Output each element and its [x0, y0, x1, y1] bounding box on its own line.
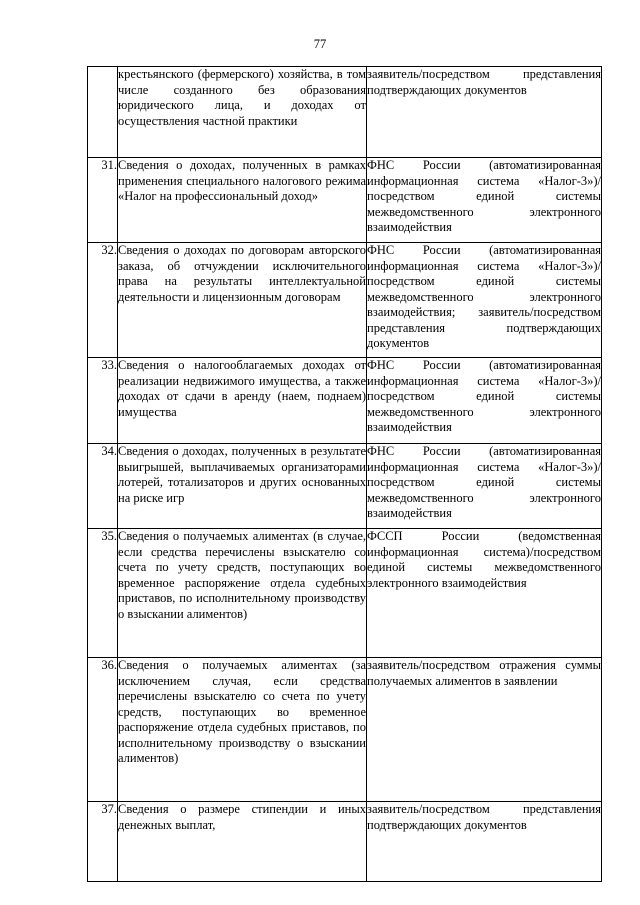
table-row [88, 358, 602, 444]
table-row [88, 529, 602, 658]
row-info-source [367, 444, 602, 529]
row-info-name [118, 358, 367, 444]
row-info-name-text: Сведения о получаемых алиментах (за исключением случая, если средства перечислены взыскателю со счета по учету средств, поступающих во временное распоряжение отдела судебных приставов, по исполнительному производству о взыскании алиментов) [118, 658, 366, 765]
row-info-source [367, 658, 602, 802]
row-info-name [118, 158, 367, 243]
row-info-name-text: Сведения о доходах, полученных в рамках применения специального налогового режима «Налог на профессиональный доход» [118, 158, 366, 203]
row-info-source-text: ФССП России (ведомственная информационная система)/посредством единой системы межведомственного электронного взаимодействия [367, 529, 601, 590]
table-row [88, 802, 602, 882]
table-row [88, 444, 602, 529]
table-row [88, 158, 602, 243]
row-info-source [367, 158, 602, 243]
row-info-source [367, 529, 602, 658]
row-info-name [118, 802, 367, 882]
row-number: 31. [88, 158, 118, 243]
row-info-source [367, 802, 602, 882]
row-info-name [118, 444, 367, 529]
row-info-source-text: ФНС России (автоматизированная информационная система «Налог-3»)/посредством единой системы межведомственного электронного взаимодействия; заявитель/посредством представления подтверждающих документов [367, 243, 601, 350]
row-number [88, 67, 118, 158]
table-row [88, 658, 602, 802]
row-info-name-text: Сведения о доходах по договорам авторского заказа, об отчуждении исключительного права на результаты интеллектуальной деятельности и лицензионным договорам [118, 243, 366, 304]
row-info-name [118, 529, 367, 658]
row-info-source-text: заявитель/посредством представления подтверждающих документов [367, 802, 601, 832]
row-info-source [367, 67, 602, 158]
page-number: 77 [313, 37, 327, 51]
row-info-name-text: Сведения о получаемых алиментах (в случае, если средства перечислены взыскателю со счета по учету средств, поступающих во временное распоряжение отдела судебных приставов, по исполнительному производству о взыскании алиментов) [118, 529, 366, 621]
row-info-source-text: ФНС России (автоматизированная информационная система «Налог-3»)/посредством единой системы межведомственного электронного взаимодействия [367, 158, 601, 234]
row-number: 34. [88, 444, 118, 529]
row-info-source-text: ФНС России (автоматизированная информационная система «Налог-3»)/посредством единой системы межведомственного электронного взаимодействия [367, 358, 601, 434]
row-info-name-text: Сведения о налогооблагаемых доходах от реализации недвижимого имущества, а также доходах от сдачи в аренду (наем, поднаем) имущества [118, 358, 366, 419]
row-number: 37. [88, 802, 118, 882]
row-info-source [367, 358, 602, 444]
table-viewport [87, 66, 601, 905]
row-number: 36. [88, 658, 118, 802]
documents-table [87, 66, 602, 882]
row-info-name [118, 243, 367, 358]
table-row [88, 67, 602, 158]
row-info-name-text: крестьянского (фермерского) хозяйства, в том числе созданного без образования юридического лица, и доходах от осуществления частной практики [118, 67, 366, 128]
row-number: 33. [88, 358, 118, 444]
row-info-source-text: заявитель/посредством представления подтверждающих документов [367, 67, 601, 97]
row-info-name-text: Сведения о размере стипендии и иных денежных выплат, [118, 802, 366, 832]
row-info-name [118, 67, 367, 158]
row-info-source-text: заявитель/посредством отражения суммы получаемых алиментов в заявлении [367, 658, 601, 688]
row-info-name [118, 658, 367, 802]
row-number: 32. [88, 243, 118, 358]
table-row [88, 243, 602, 358]
row-info-source-text: ФНС России (автоматизированная информационная система «Налог-3»)/посредством единой системы межведомственного электронного взаимодействия [367, 444, 601, 520]
row-info-source [367, 243, 602, 358]
row-info-name-text: Сведения о доходах, полученных в результате выигрышей, выплачиваемых организаторами лотерей, тотализаторов и других основанных на риске игр [118, 444, 366, 505]
row-number: 35. [88, 529, 118, 658]
